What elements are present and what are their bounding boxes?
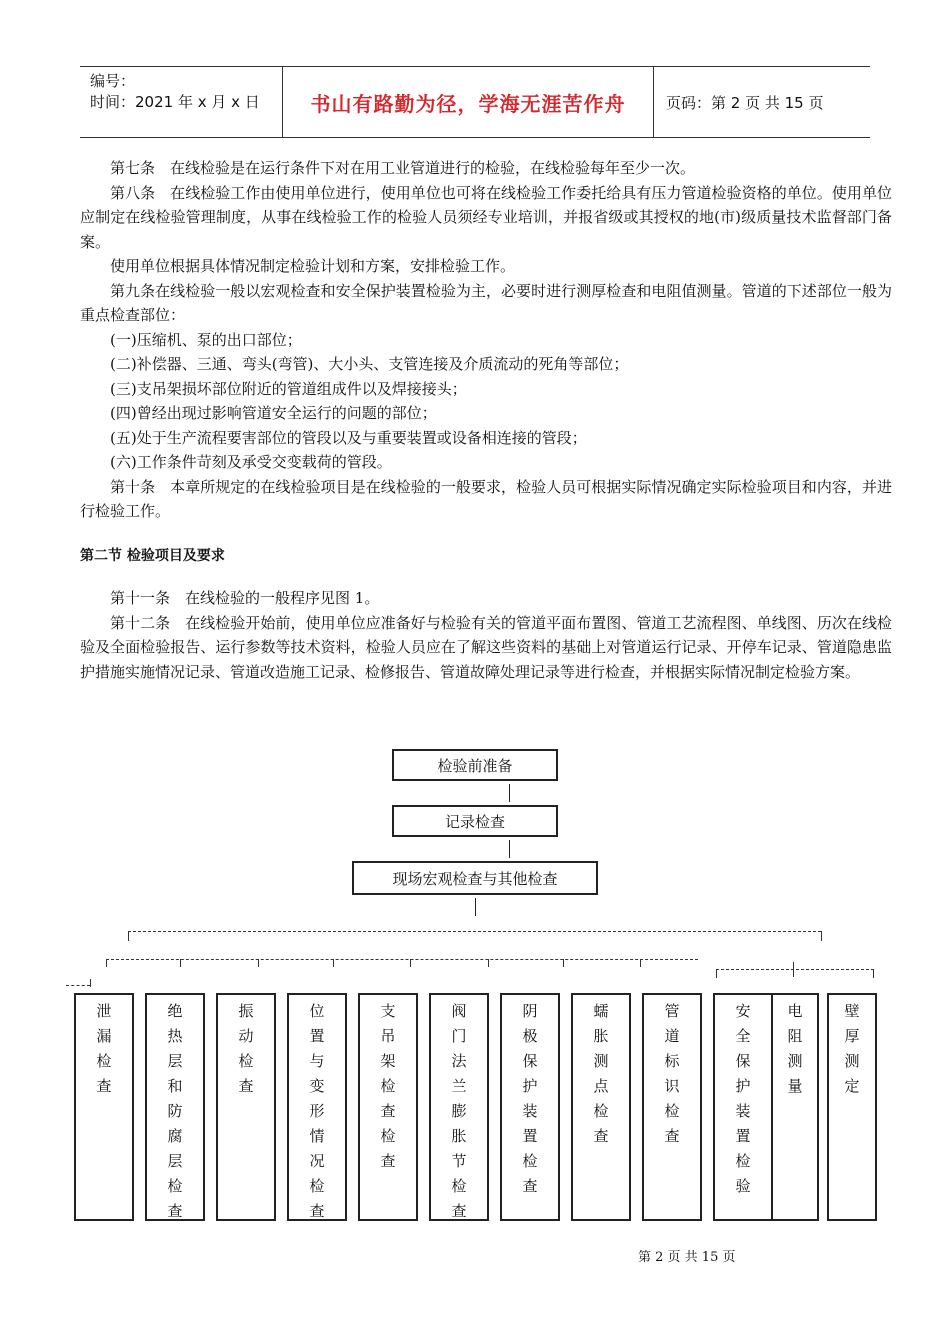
branch-tick — [258, 959, 259, 967]
flow-step-preparation: 检验前准备 — [392, 749, 558, 781]
flow-leaf-resistance: 电阻测量 — [771, 993, 819, 1221]
branch-tick — [873, 969, 874, 978]
flow-leaf-safety-device: 安全保护装置检验 — [713, 993, 773, 1221]
header-page-number: 页码：第 2 页 共 15 页 — [666, 93, 824, 112]
connector-line — [509, 840, 510, 858]
branch-tick — [488, 959, 489, 967]
list-item: (六)工作条件苛刻及承受交变载荷的管段。 — [110, 453, 392, 471]
branch-line — [106, 959, 698, 960]
flow-leaf-valve-check: 阀门法兰膨胀节检查 — [429, 993, 489, 1221]
flow-leaf-position-check: 位置与变形情况检查 — [287, 993, 347, 1221]
page-footer: 第 2 页 共 15 页 — [638, 1250, 736, 1265]
flow-step-record-check: 记录检查 — [392, 805, 558, 837]
article-10: 第十条 本章所规定的在线检验项目是在线检验的一般要求，检验人员可根据实际情况确定实际检验项目和内容，并进行检验工作。 — [80, 477, 892, 520]
flow-leaf-cathodic-check: 阴极保护装置检查 — [500, 993, 560, 1221]
document-number-label: 编号： — [90, 72, 136, 90]
list-item: (四)曾经出现过影响管道安全运行的问题的部位； — [110, 404, 437, 422]
branch-tick — [90, 979, 91, 987]
paragraph-plan: 使用单位根据具体情况制定检验计划和方案，安排检验工作。 — [110, 257, 516, 275]
flow-leaf-insulation-check: 绝热层和防腐层检查 — [145, 993, 205, 1221]
flow-leaf-creep-check: 蠕胀测点检查 — [571, 993, 631, 1221]
branch-line — [716, 969, 874, 970]
branch-tick — [716, 969, 717, 978]
branch-tick — [563, 959, 564, 967]
branch-line — [128, 931, 821, 932]
branch-tick — [640, 959, 641, 967]
branch-tick — [821, 931, 822, 941]
flow-leaf-vibration-check: 振动检查 — [216, 993, 276, 1221]
list-item: (二)补偿器、三通、弯头(弯管)、大小头、支管连接及介质流动的死角等部位； — [110, 355, 629, 373]
connector-line — [475, 898, 476, 916]
branch-tick — [128, 931, 129, 941]
flow-leaf-support-check: 支吊架检查检查 — [358, 993, 418, 1221]
branch-tick — [333, 959, 334, 967]
branch-tick — [793, 962, 794, 977]
header-motto: 书山有路勤为径，学海无涯苦作舟 — [282, 67, 654, 137]
document-date: 时间：2021 年 x 月 x 日 — [90, 93, 260, 111]
document-body — [80, 156, 892, 684]
flow-leaf-marking-check: 管道标识检查 — [642, 993, 702, 1221]
article-9: 第九条在线检验一般以宏观检查和安全保护装置检验为主，必要时进行测厚检查和电阻值测量。管道的下述部位一般为重点检查部位： — [80, 281, 892, 324]
article-11: 第十一条 在线检验的一般程序见图 1。 — [110, 589, 380, 607]
connector-line — [509, 784, 510, 802]
article-8: 第八条 在线检验工作由使用单位进行，使用单位也可将在线检验工作委托给具有压力管道检验资格的单位。使用单位应制定在线检验管理制度，从事在线检验工作的检验人员须经专业培训，并报省级或其授权的地(市)级质量技术监督部门备案。 — [80, 183, 892, 251]
flow-leaf-leak-check: 泄漏检查 — [74, 993, 134, 1221]
flow-step-onsite-check: 现场宏观检查与其他检查 — [352, 861, 598, 895]
header-meta — [80, 67, 282, 137]
list-item: (五)处于生产流程要害部位的管段以及与重要装置或设备相连接的管段； — [110, 428, 587, 447]
flow-leaf-thickness: 壁厚测定 — [827, 993, 877, 1221]
article-12: 第十二条 在线检验开始前，使用单位应准备好与检验有关的管道平面布置图、管道工艺流程图、单线图、历次在线检验及全面检验报告、运行参数等技术资料，检验人员应在了解这些资料的基础上对管道运行记录、开停车记录、管道隐患监护措施实施情况记录、管道改造施工记录、检修报告、管道故障处理记录等进行检查，并根据实际情况制定检验方案。 — [80, 613, 892, 681]
branch-tick — [180, 959, 181, 967]
branch-tick — [410, 959, 411, 967]
list-item: (一)压缩机、泵的出口部位； — [110, 330, 302, 349]
branch-tick — [106, 959, 107, 967]
page-header — [80, 66, 870, 138]
section-title: 第二节 检验项目及要求 — [80, 547, 225, 564]
list-item: (三)支吊架损坏部位附近的管道组成件以及焊接接头； — [110, 379, 467, 398]
article-7: 第七条 在线检验是在运行条件下对在用工业管道进行的检验，在线检验每年至少一次。 — [110, 159, 696, 177]
branch-line — [66, 985, 90, 986]
